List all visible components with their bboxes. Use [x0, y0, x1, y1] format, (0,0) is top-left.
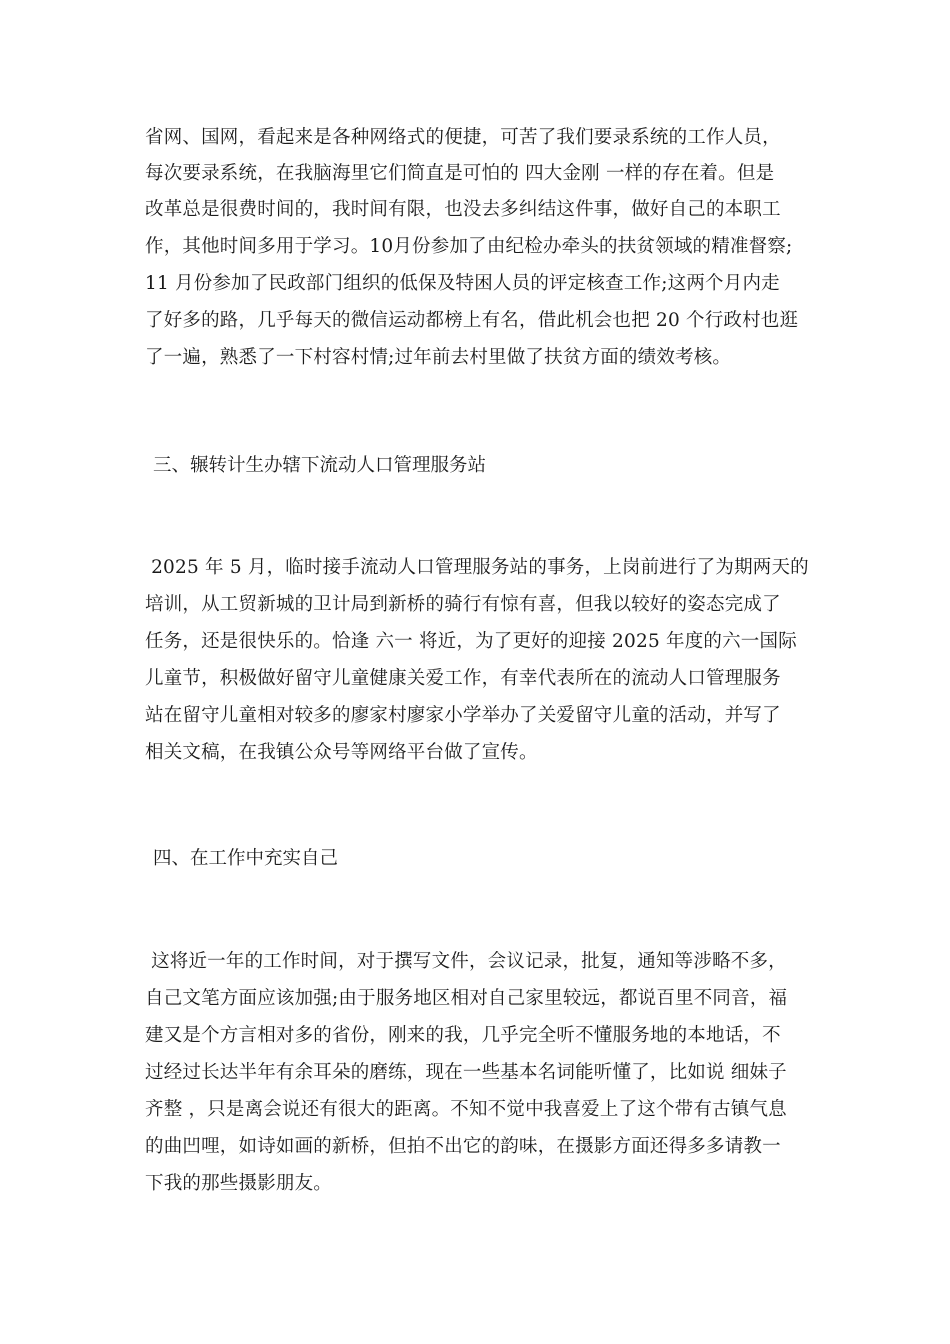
text-line: 11 月份参加了民政部门组织的低保及特困人员的评定核查工作;这两个月内走 — [145, 273, 780, 294]
text-line: 任务，还是很快乐的。恰逢 六一 将近，为了更好的迎接 2025 年度的六一国际 — [145, 631, 797, 652]
text-line: 的曲凹哩，如诗如画的新桥，但拍不出它的韵味，在摄影方面还得多多请教一 — [145, 1136, 781, 1157]
section-3-heading: 三、辗转计生办辖下流动人口管理服务站 — [153, 455, 487, 476]
section-4-heading: 四、在工作中充实自己 — [153, 848, 339, 869]
text-line: 培训，从工贸新城的卫计局到新桥的骑行有惊有喜，但我以较好的姿态完成了 — [145, 594, 781, 615]
text-line: 下我的那些摄影朋友。 — [145, 1173, 333, 1194]
text-line: 改革总是很费时间的，我时间有限，也没去多纠结这件事，做好自己的本职工 — [145, 199, 781, 220]
text-line: 自己文笔方面应该加强;由于服务地区相对自己家里较远，都说百里不同音，福 — [145, 988, 788, 1009]
text-line: 相关文稿，在我镇公众号等网络平台做了宣传。 — [145, 742, 538, 763]
text-line: 每次要录系统，在我脑海里它们简直是可怕的 四大金刚 一样的存在着。但是 — [145, 163, 775, 184]
text-line: 过经过长达半年有余耳朵的磨练，现在一些基本名词能听懂了，比如说 细妹子 — [145, 1062, 787, 1083]
text-line: 齐整 ，只是离会说还有很大的距离。不知不觉中我喜爱上了这个带有古镇气息 — [145, 1099, 787, 1120]
text-line: 这将近一年的工作时间，对于撰写文件，会议记录，批复，通知等涉略不多， — [145, 951, 787, 972]
text-line: 站在留守儿童相对较多的廖家村廖家小学举办了关爱留守儿童的活动，并写了 — [145, 705, 781, 726]
text-line: 建又是个方言相对多的省份，刚来的我，几乎完全听不懂服务地的本地话，不 — [145, 1025, 781, 1046]
text-line: 儿童节，积极做好留守儿童健康关爱工作，有幸代表所在的流动人口管理服务 — [145, 668, 781, 689]
text-line: 了一遍，熟悉了一下村容村情;过年前去村里做了扶贫方面的绩效考核。 — [145, 347, 732, 368]
text-line: 2025 年 5 月，临时接手流动人口管理服务站的事务，上岗前进行了为期两天的 — [145, 557, 809, 578]
text-line: 作，其他时间多用于学习。10月份参加了由纪检办牵头的扶贫领域的精准督察; — [145, 236, 793, 257]
text-line: 了好多的路，几乎每天的微信运动都榜上有名，借此机会也把 20 个行政村也逛 — [145, 310, 799, 331]
text-line: 省网、国网，看起来是各种网络式的便捷，可苦了我们要录系统的工作人员， — [145, 127, 781, 148]
